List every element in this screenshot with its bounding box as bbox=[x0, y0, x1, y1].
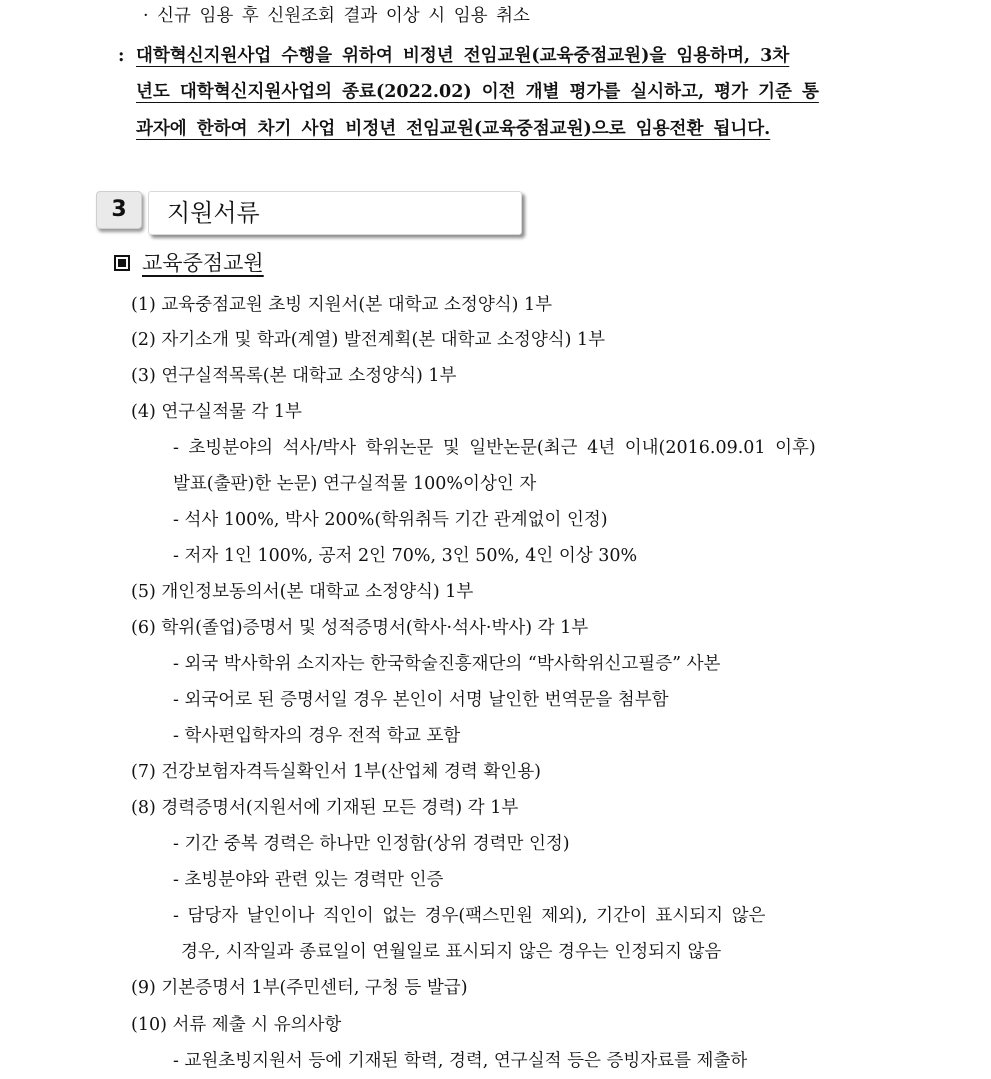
list-sub-item: - 외국 박사학위 소지자는 한국학술진흥재단의 “박사학위신고필증” 사본 bbox=[173, 654, 721, 674]
list-item: (9) 기본증명서 1부(주민센터, 구청 등 발급) bbox=[131, 978, 468, 998]
list-sub-item: - 석사 100%, 박사 200%(학위취득 기간 관계없이 인정) bbox=[173, 510, 608, 530]
list-sub-item: - 학사편입학자의 경우 전적 학교 포함 bbox=[173, 726, 461, 746]
list-item: (10) 서류 제출 시 유의사항 bbox=[131, 1015, 342, 1035]
list-item: (1) 교육중점교원 초빙 지원서(본 대학교 소정양식) 1부 bbox=[131, 295, 553, 315]
list-item: (2) 자기소개 및 학과(계열) 발전계획(본 대학교 소정양식) 1부 bbox=[131, 330, 606, 350]
list-item: (8) 경력증명서(지원서에 기재된 모든 경력) 각 1부 bbox=[131, 798, 519, 818]
list-item: (5) 개인정보동의서(본 대학교 소정양식) 1부 bbox=[131, 582, 474, 602]
section-title-box bbox=[148, 191, 522, 235]
filled-square-icon bbox=[114, 255, 130, 271]
top-note: · 신규 임용 후 신원조회 결과 이상 시 임용 취소 bbox=[143, 6, 530, 26]
list-sub-item: 경우, 시작일과 종료일이 연월일로 표시되지 않은 경우는 인정되지 않음 bbox=[181, 942, 722, 962]
notice-line: 년도 대학혁신지원사업의 종료(2022.02) 이전 개별 평가를 실시하고, 평가 기준 통 bbox=[136, 82, 819, 102]
list-sub-item: - 교원초빙지원서 등에 기재된 학력, 경력, 연구실적 등은 증빙자료를 제출하 bbox=[173, 1051, 748, 1071]
list-sub-item: - 초빙분야와 관련 있는 경력만 인증 bbox=[173, 870, 444, 890]
subsection-heading bbox=[114, 249, 264, 277]
section-number: 3 bbox=[96, 191, 142, 229]
list-sub-item: - 초빙분야의 석사/박사 학위논문 및 일반논문(최근 4년 이내(2016.09.01 이후) bbox=[173, 438, 816, 458]
list-sub-item: 발표(출판)한 논문) 연구실적물 100%이상인 자 bbox=[173, 474, 537, 494]
notice-colon: : bbox=[118, 46, 125, 66]
notice-line: 과자에 한하여 차기 사업 비정년 전임교원(교육중점교원)으로 임용전환 됩니다. bbox=[136, 119, 771, 139]
list-sub-item: - 외국어로 된 증명서일 경우 본인이 서명 날인한 번역문을 첨부함 bbox=[173, 690, 669, 710]
subsection-title: 교육중점교원 bbox=[142, 251, 264, 275]
list-sub-item: - 저자 1인 100%, 공저 2인 70%, 3인 50%, 4인 이상 30% bbox=[173, 546, 638, 566]
list-sub-item: - 담당자 날인이나 직인이 없는 경우(팩스민원 제외), 기간이 표시되지 않은 bbox=[173, 906, 766, 926]
list-item: (7) 건강보험자격득실확인서 1부(산업체 경력 확인용) bbox=[131, 762, 541, 782]
section-title: 지원서류 bbox=[167, 199, 260, 227]
list-sub-item: - 기간 중복 경력은 하나만 인정함(상위 경력만 인정) bbox=[173, 834, 570, 854]
notice-line: 대학혁신지원사업 수행을 위하여 비정년 전임교원(교육중점교원)을 임용하며, 3차 bbox=[136, 46, 790, 66]
list-item: (3) 연구실적목록(본 대학교 소정양식) 1부 bbox=[131, 366, 457, 386]
list-item: (4) 연구실적물 각 1부 bbox=[131, 402, 302, 422]
list-item: (6) 학위(졸업)증명서 및 성적증명서(학사·석사·박사) 각 1부 bbox=[131, 618, 589, 638]
